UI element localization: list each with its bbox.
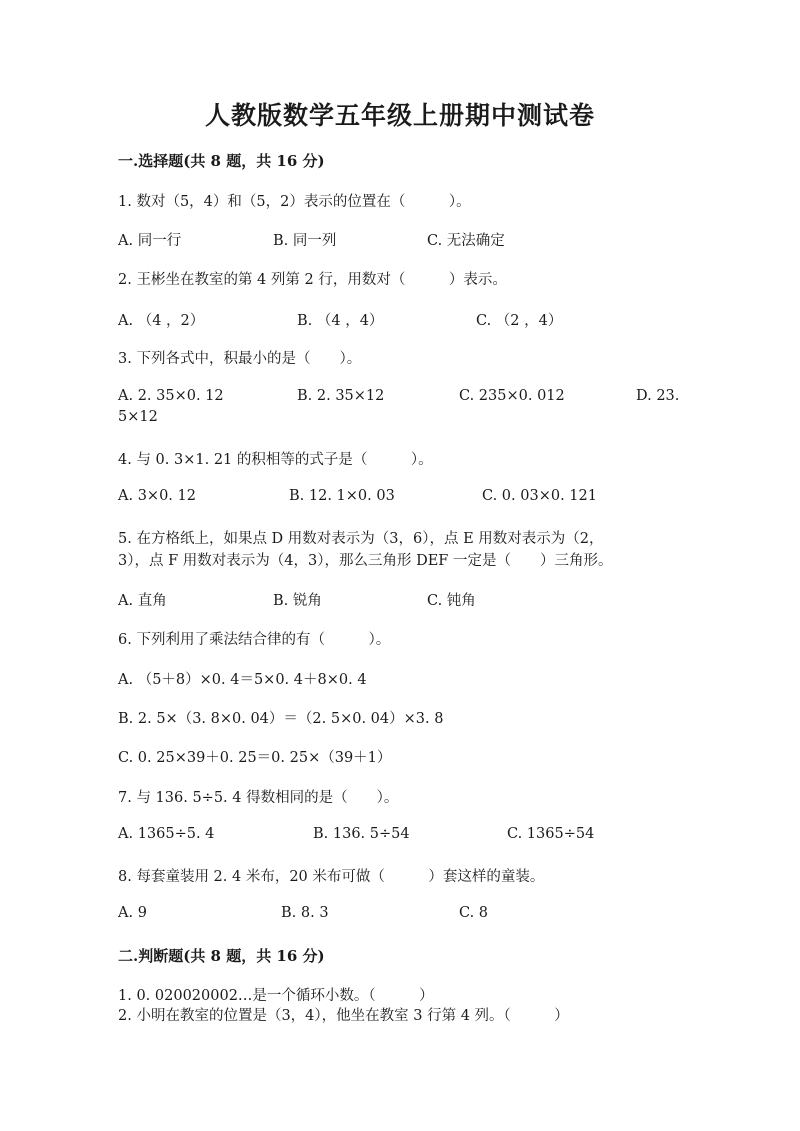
question-1-stem: 1. 数对（5，4）和（5，2）表示的位置在（ ）。 [118, 194, 471, 210]
q5-option-a: A. 直角 [118, 593, 167, 609]
question-5-stem: 5. 在方格纸上，如果点 D 用数对表示为（3，6），点 E 用数对表示为（2， [118, 531, 604, 547]
q1-option-c: C. 无法确定 [427, 233, 505, 249]
q7-option-b: B. 136. 5÷54 [313, 826, 410, 842]
question-6-stem: 6. 下列利用了乘法结合律的有（ ）。 [118, 632, 391, 648]
question-8-stem: 8. 每套童装用 2. 4 米布，20 米布可做（ ）套这样的童装。 [118, 869, 545, 885]
q3-option-a: A. 2. 35×0. 12 [118, 388, 224, 404]
q4-option-a: A. 3×0. 12 [118, 488, 196, 504]
section-heading-judgment: 二.判断题(共 8 题，共 16 分) [118, 947, 325, 965]
question-4-stem: 4. 与 0. 3×1. 21 的积相等的式子是（ ）。 [118, 452, 433, 468]
q3-option-c: C. 235×0. 012 [459, 388, 565, 404]
q4-option-c: C. 0. 03×0. 121 [482, 488, 597, 504]
q1-option-a: A. 同一行 [118, 233, 182, 249]
q8-option-b: B. 8. 3 [281, 905, 329, 921]
q7-option-c: C. 1365÷54 [507, 826, 595, 842]
q3-option-b: B. 2. 35×12 [297, 388, 385, 404]
q1-option-b: B. 同一列 [273, 233, 337, 249]
section-heading-choice: 一.选择题(共 8 题，共 16 分) [118, 152, 325, 170]
q5-option-b: B. 锐角 [273, 593, 322, 609]
q8-option-c: C. 8 [459, 905, 489, 921]
question-7-stem: 7. 与 136. 5÷5. 4 得数相同的是（ ）。 [118, 790, 399, 806]
page-title: 人教版数学五年级上册期中测试卷 [204, 101, 595, 130]
q5-option-c: C. 钝角 [427, 593, 476, 609]
q3-option-d-continuation: 5×12 [118, 409, 158, 425]
q6-option-c: C. 0. 25×39＋0. 25＝0. 25×（39＋1） [118, 750, 392, 766]
question-3-stem: 3. 下列各式中，积最小的是（ ）。 [118, 351, 362, 367]
q8-option-a: A. 9 [118, 905, 147, 921]
q2-option-a: A. （4 ，2） [118, 313, 205, 329]
judgment-item-2: 2. 小明在教室的位置是（3，4），他坐在教室 3 行第 4 列。（ ） [118, 1008, 569, 1024]
judgment-item-1: 1. 0. 020020002…是一个循环小数。（ ） [118, 988, 434, 1004]
question-5-stem-line2: 3），点 F 用数对表示为（4，3），那么三角形 DEF 一定是（ ）三角形。 [118, 553, 613, 569]
question-2-stem: 2. 王彬坐在教室的第 4 列第 2 行，用数对（ ）表示。 [118, 272, 507, 288]
q7-option-a: A. 1365÷5. 4 [118, 826, 215, 842]
q3-option-d: D. 23. [636, 388, 680, 404]
q6-option-b: B. 2. 5×（3. 8×0. 04）＝（2. 5×0. 04）×3. 8 [118, 711, 444, 727]
q2-option-b: B. （4 ，4） [297, 313, 384, 329]
q2-option-c: C. （2 ，4） [476, 313, 563, 329]
q6-option-a: A. （5＋8）×0. 4＝5×0. 4＋8×0. 4 [118, 672, 367, 688]
q4-option-b: B. 12. 1×0. 03 [289, 488, 395, 504]
